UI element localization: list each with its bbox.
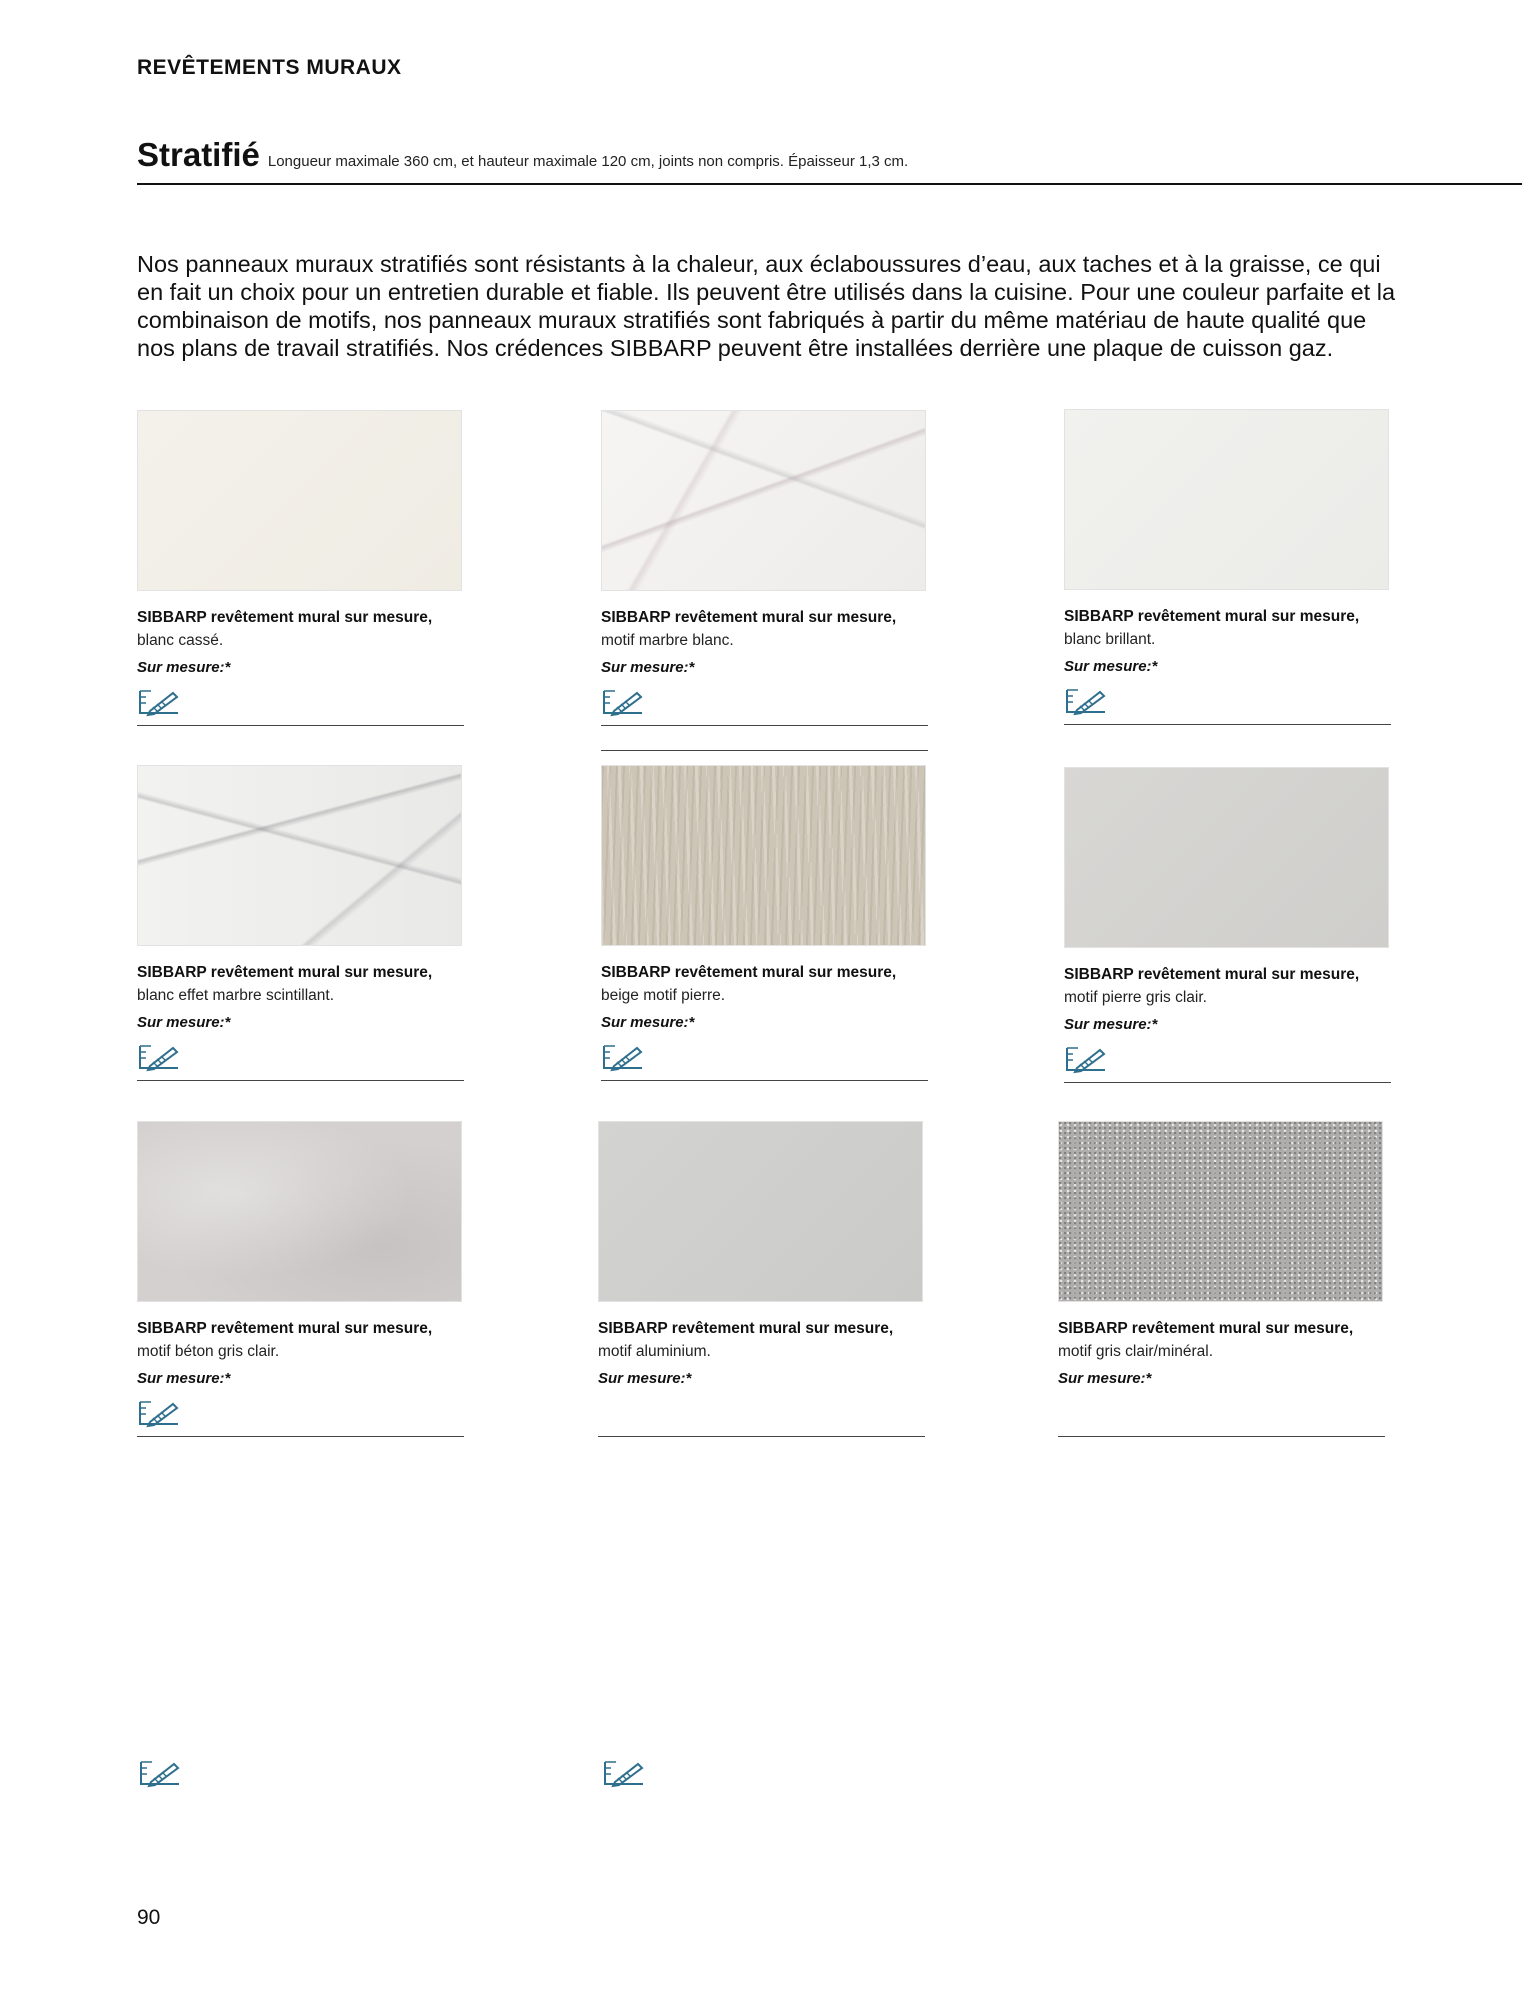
custom-size-label: Sur mesure:* bbox=[598, 1370, 692, 1387]
product-description: motif marbre blanc. bbox=[601, 632, 734, 649]
page-number: 90 bbox=[137, 1906, 161, 1929]
custom-size-label: Sur mesure:* bbox=[1064, 1016, 1158, 1033]
product-title: SIBBARP revêtement mural sur mesure, bbox=[601, 964, 897, 981]
card-divider bbox=[1064, 1082, 1391, 1083]
swatch-white-marble bbox=[601, 410, 926, 591]
measure-pencil-icon[interactable] bbox=[137, 687, 464, 721]
product-title: SIBBARP revêtement mural sur mesure, bbox=[137, 609, 433, 626]
intro-paragraph: Nos panneaux muraux stratifiés sont résistants à la chaleur, aux éclaboussures d’eau, aux taches et à la graisse, ce qui en fait un choix pour un entretien durable et fiable. Ils peuvent être utilisés dans la cuisine. Pour une couleur parfaite et la combinaison de motifs, nos panneaux muraux stratifiés sont fabriqués à partir du même matériau de haute qualité que nos plans de travail stratifiés. Nos crédences SIBBARP peuvent être installées derrière une plaque de cuisson gaz. bbox=[137, 250, 1396, 361]
measure-pencil-icon[interactable] bbox=[138, 1758, 182, 1793]
product-description: blanc cassé. bbox=[137, 632, 224, 649]
product-title: SIBBARP revêtement mural sur mesure, bbox=[1064, 608, 1360, 625]
card-divider bbox=[1058, 1436, 1385, 1437]
measure-pencil-icon[interactable] bbox=[1064, 1044, 1391, 1078]
measure-pencil-icon[interactable] bbox=[1064, 686, 1391, 720]
product-title: SIBBARP revêtement mural sur mesure, bbox=[598, 1320, 894, 1337]
icon-placeholder bbox=[598, 1398, 925, 1432]
card-divider bbox=[137, 725, 464, 726]
card-divider-extra bbox=[601, 750, 928, 751]
custom-size-label: Sur mesure:* bbox=[601, 659, 695, 676]
custom-size-label: Sur mesure:* bbox=[601, 1014, 695, 1031]
custom-size-label: Sur mesure:* bbox=[1064, 658, 1158, 675]
custom-size-label: Sur mesure:* bbox=[137, 1014, 231, 1031]
measure-pencil-icon[interactable] bbox=[601, 687, 928, 721]
card-divider bbox=[137, 1080, 464, 1081]
product-title: SIBBARP revêtement mural sur mesure, bbox=[137, 1320, 433, 1337]
product-card-sparkling-marble[interactable] bbox=[137, 765, 464, 1081]
card-divider bbox=[601, 725, 928, 726]
card-divider bbox=[1064, 724, 1391, 725]
measure-pencil-icon[interactable] bbox=[137, 1398, 464, 1432]
product-title: SIBBARP revêtement mural sur mesure, bbox=[601, 609, 897, 626]
product-card-beige-stone[interactable] bbox=[601, 765, 928, 1081]
measure-pencil-icon[interactable] bbox=[601, 1042, 928, 1076]
custom-size-label: Sur mesure:* bbox=[137, 1370, 231, 1387]
icon-placeholder bbox=[1058, 1398, 1385, 1432]
swatch-sparkling-marble bbox=[137, 765, 462, 946]
product-description: motif béton gris clair. bbox=[137, 1343, 280, 1360]
card-divider bbox=[601, 1080, 928, 1081]
custom-size-label: Sur mesure:* bbox=[137, 659, 231, 676]
swatch-light-grey-stone bbox=[1064, 767, 1389, 948]
product-card-light-grey-mineral[interactable] bbox=[1058, 1121, 1385, 1437]
title-note: Longueur maximale 360 cm, et hauteur maximale 120 cm, joints non compris. Épaisseur 1,3 cm. bbox=[267, 153, 909, 170]
swatch-beige-stone bbox=[601, 765, 926, 946]
custom-size-label: Sur mesure:* bbox=[1058, 1370, 1152, 1387]
measure-pencil-icon[interactable] bbox=[137, 1042, 464, 1076]
heading-divider bbox=[137, 183, 1522, 185]
product-description: motif gris clair/minéral. bbox=[1058, 1343, 1214, 1360]
page-title: Stratifié bbox=[137, 136, 260, 173]
swatch-aluminium bbox=[598, 1121, 923, 1302]
product-description: motif aluminium. bbox=[598, 1343, 711, 1360]
product-card-aluminium[interactable] bbox=[598, 1121, 925, 1437]
product-card-white-marble[interactable] bbox=[601, 410, 928, 726]
swatch-light-grey-mineral bbox=[1058, 1121, 1383, 1302]
product-card-light-grey-stone[interactable] bbox=[1064, 767, 1391, 1083]
card-divider bbox=[137, 1436, 464, 1437]
product-description: blanc effet marbre scintillant. bbox=[137, 987, 335, 1004]
product-description: blanc brillant. bbox=[1064, 631, 1156, 648]
product-description: beige motif pierre. bbox=[601, 987, 726, 1004]
product-title: SIBBARP revêtement mural sur mesure, bbox=[1064, 966, 1360, 983]
product-title: SIBBARP revêtement mural sur mesure, bbox=[1058, 1320, 1354, 1337]
measure-pencil-icon[interactable] bbox=[602, 1758, 646, 1793]
heading-row bbox=[137, 136, 1522, 174]
product-card-off-white[interactable] bbox=[137, 410, 464, 726]
swatch-high-gloss-white bbox=[1064, 409, 1389, 590]
product-card-light-grey-concrete[interactable] bbox=[137, 1121, 464, 1437]
section-label: REVÊTEMENTS MURAUX bbox=[137, 56, 402, 79]
product-card-high-gloss-white[interactable] bbox=[1064, 409, 1391, 725]
product-description: motif pierre gris clair. bbox=[1064, 989, 1207, 1006]
swatch-light-grey-concrete bbox=[137, 1121, 462, 1302]
product-title: SIBBARP revêtement mural sur mesure, bbox=[137, 964, 433, 981]
swatch-off-white bbox=[137, 410, 462, 591]
card-divider bbox=[598, 1436, 925, 1437]
